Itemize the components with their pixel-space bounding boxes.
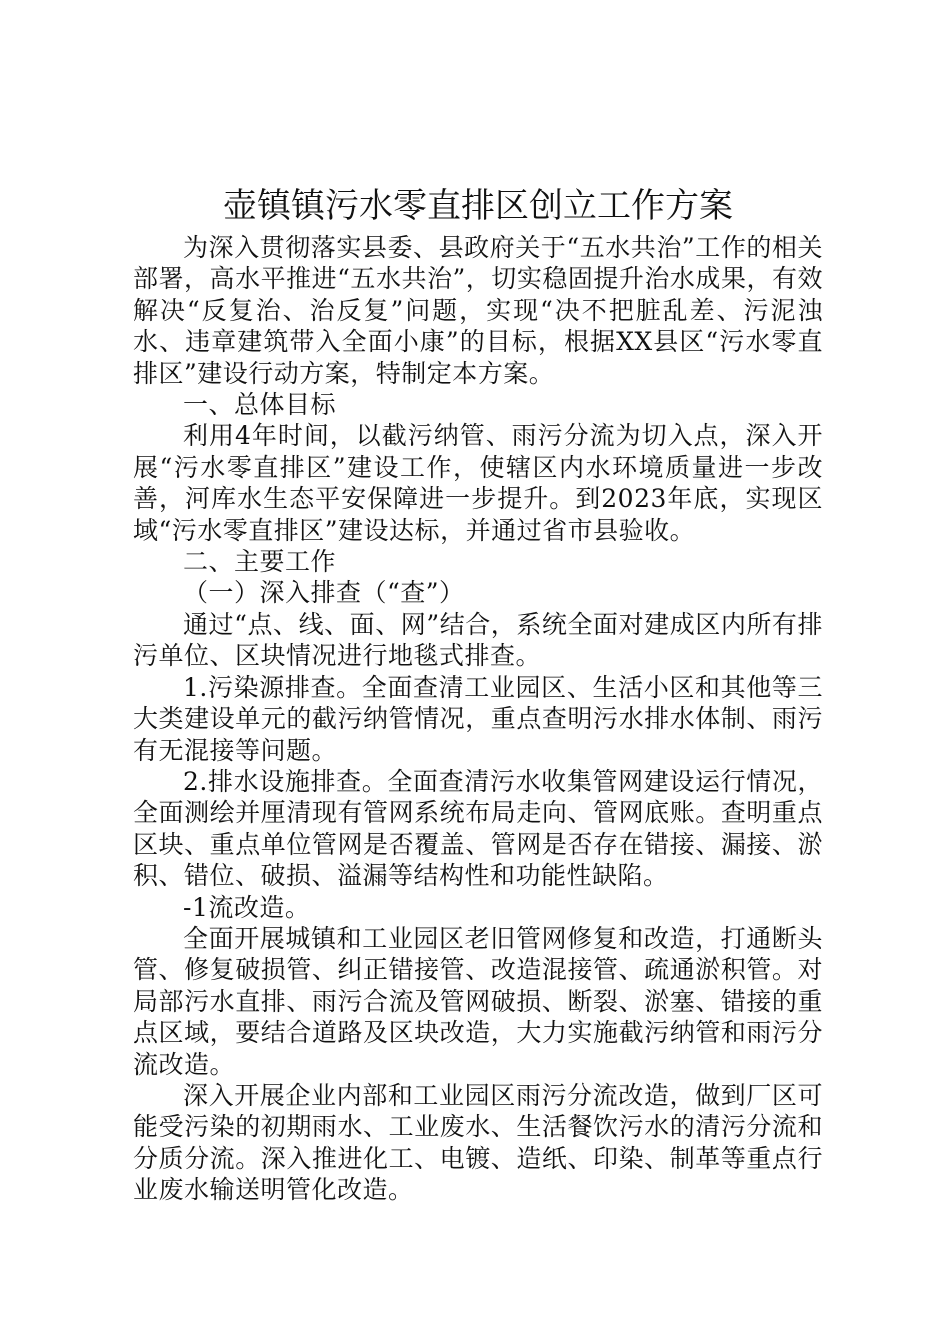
paragraph-overall-goal: 利用4年时间，以截污纳管、雨污分流为切入点，深入开展“污水零直排区”建设工作，使辖区内水环境质量进一步改善，河库水生态平安保障进一步提升。到2023年底，实现区域“污水零直排区”建设达标，并通过省市县验收。	[133, 421, 823, 545]
paragraph-enterprise-diversion: 深入开展企业内部和工业园区雨污分流改造，做到厂区可能受污染的初期雨水、工业废水、生活餐饮污水的清污分流和分质分流。深入推进化工、电镀、造纸、印染、制革等重点行业废水输送明管化改造。	[133, 1080, 823, 1205]
paragraph-drainage-facility: 2.排水设施排查。全面查清污水收集管网建设运行情况，全面测绘并厘清现有管网系统布局走向、管网底账。查明重点区块、重点单位管网是否覆盖、管网是否存在错接、漏接、淤积、错位、破损、溢漏等结构性和功能性缺陷。	[133, 766, 823, 891]
heading-main-work: 二、主要工作	[183, 547, 337, 577]
paragraph-pollution-source: 1.污染源排查。全面查清工业园区、生活小区和其他等三大类建设单元的截污纳管情况，重点查明污水排水体制、雨污有无混接等问题。	[133, 672, 823, 765]
document-page	[133, 182, 823, 1206]
document-title: 壶镇镇污水零直排区创立工作方案	[223, 186, 733, 226]
heading-overall-goal: 一、总体目标	[183, 390, 337, 420]
paragraph-pipe-renovation: 全面开展城镇和工业园区老旧管网修复和改造，打通断头管、修复破损管、纠正错接管、改造混接管、疏通淤积管。对局部污水直排、雨污合流及管网破损、断裂、淤塞、错接的重点区域，要结合道路及区块改造，大力实施截污纳管和雨污分流改造。	[133, 923, 823, 1079]
paragraph-investigation: 通过“点、线、面、网”结合，系统全面对建成区内所有排污单位、区块情况进行地毯式排查。	[133, 609, 823, 671]
subheading-investigation: （一）深入排查（“查”）	[183, 578, 465, 608]
subheading-diversion: -1流改造。	[183, 892, 311, 922]
paragraph-intro: 为深入贯彻落实县委、县政府关于“五水共治”工作的相关部署，高水平推进“五水共治”，切实稳固提升治水成果，有效解决“反复治、治反复”问题，实现“决不把脏乱差、污泥浊水、违章建筑带入全面小康”的目标，根据XX县区“污水零直排区”建设行动方案，特制定本方案。	[133, 233, 823, 388]
